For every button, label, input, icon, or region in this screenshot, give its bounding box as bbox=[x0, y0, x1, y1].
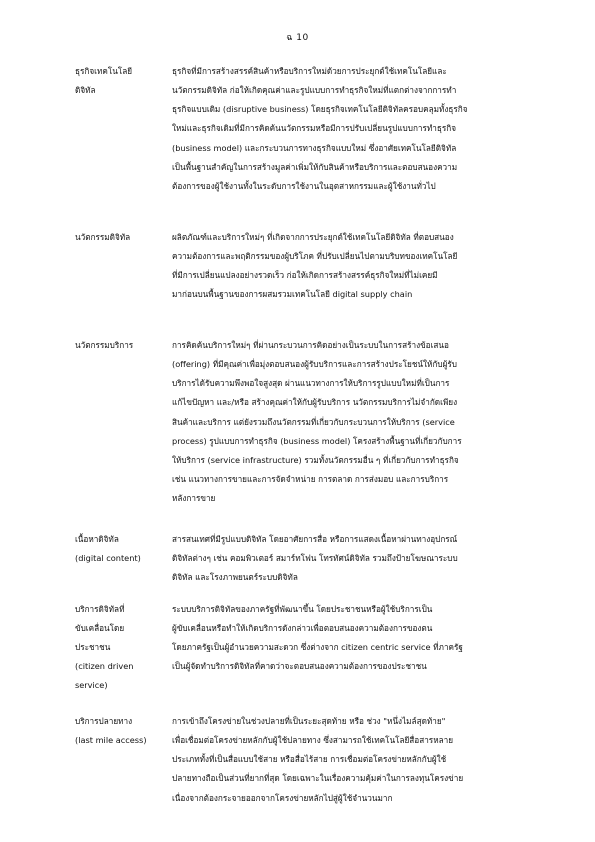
term bbox=[75, 530, 172, 600]
definition-line: ปลายทางถือเป็นส่วนที่ยากที่สุด โดยเฉพาะในเรื่องความคุ้มค่าในการลงทุนโครงข่าย bbox=[172, 773, 464, 784]
term bbox=[75, 600, 172, 712]
definition bbox=[172, 336, 530, 530]
definition-line: process) รูปแบบการทำธุรกิจ (business model) โครงสร้างพื้นฐานที่เกี่ยวกับการ bbox=[172, 435, 462, 446]
definition-line: นวัตกรรมดิจิทัล ก่อให้เกิดคุณค่าและรูปแบบการทำธุรกิจใหม่ที่แตกต่างจากการทำ bbox=[172, 85, 457, 96]
definition-line: มาก่อนบนพื้นฐานของการผสมรวมเทคโนโลยี digital supply chain bbox=[172, 289, 413, 300]
definition-line: การคิดค้นบริการใหม่ๆ ที่ผ่านกระบวนการคิดอย่างเป็นระบบในการสร้างข้อเสนอ bbox=[172, 340, 449, 350]
definition-line: สินค้าและบริการ แต่ยังรวมถึงนวัตกรรมที่เกี่ยวกับกระบวนการให้บริการ (service bbox=[172, 416, 455, 427]
definition-line: บริการได้รับความพึงพอใจสูงสุด ผ่านแนวทางการให้บริการรูปแบบใหม่ที่เป็นการ bbox=[172, 378, 450, 389]
definition-line: หลังการขาย bbox=[172, 493, 216, 504]
definition-line: ต้องการของผู้ใช้งานทั้งในระดับการใช้งานในอุตสาหกรรมและผู้ใช้งานทั่วไป bbox=[172, 180, 436, 191]
glossary-entry-digital-content bbox=[75, 530, 530, 600]
glossary-entry-digital-technology-business bbox=[75, 62, 530, 228]
definition-line: ผู้ขับเคลื่อนหรือทำให้เกิดบริการดังกล่าวเพื่อตอบสนองความต้องการของตน bbox=[172, 623, 433, 634]
definition-line: แก้ไขปัญหา และ/หรือ สร้างคุณค่าให้กับผู้รับบริการ นวัตกรรมบริการไม่จำกัดเพียง bbox=[172, 397, 458, 408]
definition-line: ประเภททั้งที่เป็นสื่อแบบใช้สาย หรือสื่อไร้สาย การเชื่อมต่อโครงข่ายหลักกับผู้ใช้ bbox=[172, 754, 447, 765]
definition-line: ความต้องการและพฤติกรรมของผู้บริโภค ที่ปรับเปลี่ยนไปตามบริบทของเทคโนโลยี bbox=[172, 251, 458, 262]
glossary-entry-service-innovation bbox=[75, 336, 530, 530]
definition-line: เป็นผู้จัดทำบริการดิจิทัลที่คาดว่าจะตอบสนองความต้องการของประชาชน bbox=[172, 661, 427, 672]
term-line: (last mile access) bbox=[75, 735, 147, 745]
term-line: ธุรกิจเทคโนโลยี bbox=[75, 66, 133, 76]
term-line: ประชาชน bbox=[75, 642, 111, 652]
page-number: ฉ 10 bbox=[286, 33, 309, 43]
glossary-entry-citizen-driven-service bbox=[75, 600, 530, 712]
definition bbox=[172, 600, 530, 712]
term-line: นวัตกรรมดิจิทัล bbox=[75, 232, 131, 242]
term-line: เนื้อหาดิจิทัล bbox=[75, 534, 119, 544]
definition-line: ธุรกิจแบบเดิม (disruptive business) โดยธุรกิจเทคโนโลยีดิจิทัลครอบคลุมทั้งธุรกิจ bbox=[172, 104, 468, 115]
term bbox=[75, 228, 172, 336]
definition bbox=[172, 530, 530, 600]
glossary-entry-digital-innovation bbox=[75, 228, 530, 336]
definition bbox=[172, 62, 530, 228]
term bbox=[75, 712, 172, 812]
term-line: (citizen driven bbox=[75, 661, 134, 671]
definition-line: ให้บริการ (service infrastructure) รวมทั้งนวัตกรรมอื่น ๆ ที่เกี่ยวกับการทำธุรกิจ bbox=[172, 454, 459, 465]
glossary-list bbox=[75, 62, 530, 812]
term bbox=[75, 62, 172, 228]
term-line: นวัตกรรมบริการ bbox=[75, 340, 134, 350]
definition-line: ธุรกิจที่มีการสร้างสรรค์สินค้าหรือบริการใหม่ด้วยการประยุกต์ใช้เทคโนโลยีและ bbox=[172, 66, 447, 76]
definition-line: เนื่องจากต้องกระจายออกจากโครงข่ายหลักไปสู่ผู้ใช้จำนวนมาก bbox=[172, 792, 393, 803]
definition-line: เช่น แนวทางการขายและการจัดจำหน่าย การตลาด การส่งมอบ และการบริการ bbox=[172, 474, 449, 485]
definition-line: ผลิตภัณฑ์และบริการใหม่ๆ ที่เกิดจากการประยุกต์ใช้เทคโนโลยีดิจิทัล ที่ตอบสนอง bbox=[172, 232, 454, 242]
definition-line: (business model) และกระบวนการทางธุรกิจแบบใหม่ ซึ่งอาศัยเทคโนโลยีดิจิทัล bbox=[172, 142, 457, 153]
definition-line: ที่มีการเปลี่ยนแปลงอย่างรวดเร็ว ก่อให้เกิดการสร้างสรรค์ธุรกิจใหม่ที่ไม่เคยมี bbox=[172, 270, 438, 281]
definition-line: สารสนเทศที่มีรูปแบบดิจิทัล โดยอาศัยการสื่อ หรือการแสดงเนื้อหาผ่านทางอุปกรณ์ bbox=[172, 534, 458, 544]
definition-line: ดิจิทัล และโรงภาพยนตร์ระบบดิจิทัล bbox=[172, 572, 298, 583]
definition-line: เป็นพื้นฐานสำคัญในการสร้างมูลค่าเพิ่มให้กับสินค้าหรือบริการและตอบสนองความ bbox=[172, 161, 458, 172]
term-line: บริการปลายทาง bbox=[75, 716, 133, 726]
definition bbox=[172, 712, 530, 812]
definition-line: ใหม่และธุรกิจเดิมที่มีการคิดค้นนวัตกรรมหรือมีการปรับเปลี่ยนรูปแบบการทำธุรกิจ bbox=[172, 123, 457, 134]
definition-line: เพื่อเชื่อมต่อโครงข่ายหลักกับผู้ใช้ปลายทาง ซึ่งสามารถใช้เทคโนโลยีสื่อสารหลาย bbox=[172, 735, 454, 746]
definition-line: ดิจิทัลต่างๆ เช่น คอมพิวเตอร์ สมาร์ทโฟน โทรทัศน์ดิจิทัล รวมถึงป้ายโฆษณาระบบ bbox=[172, 553, 458, 564]
term-line: ดิจิทัล bbox=[75, 85, 96, 95]
term-line: ขับเคลื่อนโดย bbox=[75, 623, 125, 633]
term-line: (digital content) bbox=[75, 553, 141, 563]
definition-line: ระบบบริการดิจิทัลของภาครัฐที่พัฒนาขึ้น โดยประชาชนหรือผู้ใช้บริการเป็น bbox=[172, 604, 433, 614]
term-line: service) bbox=[75, 680, 108, 690]
definition-line: การเข้าถึงโครงข่ายในช่วงปลายที่เป็นระยะสุดท้าย หรือ ช่วง "หนึ่งไมล์สุดท้าย" bbox=[172, 716, 446, 726]
definition bbox=[172, 228, 530, 336]
glossary-entry-last-mile-access bbox=[75, 712, 530, 812]
definition-line: โดยภาครัฐเป็นผู้อำนวยความสะดวก ซึ่งต่างจาก citizen centric service ที่ภาครัฐ bbox=[172, 642, 463, 653]
term bbox=[75, 336, 172, 530]
definition-line: (offering) ที่มีคุณค่าเพื่อมุ่งตอบสนองผู้รับบริการและการสร้างประโยชน์ให้กับผู้รับ bbox=[172, 359, 457, 370]
term-line: บริการดิจิทัลที่ bbox=[75, 604, 125, 614]
